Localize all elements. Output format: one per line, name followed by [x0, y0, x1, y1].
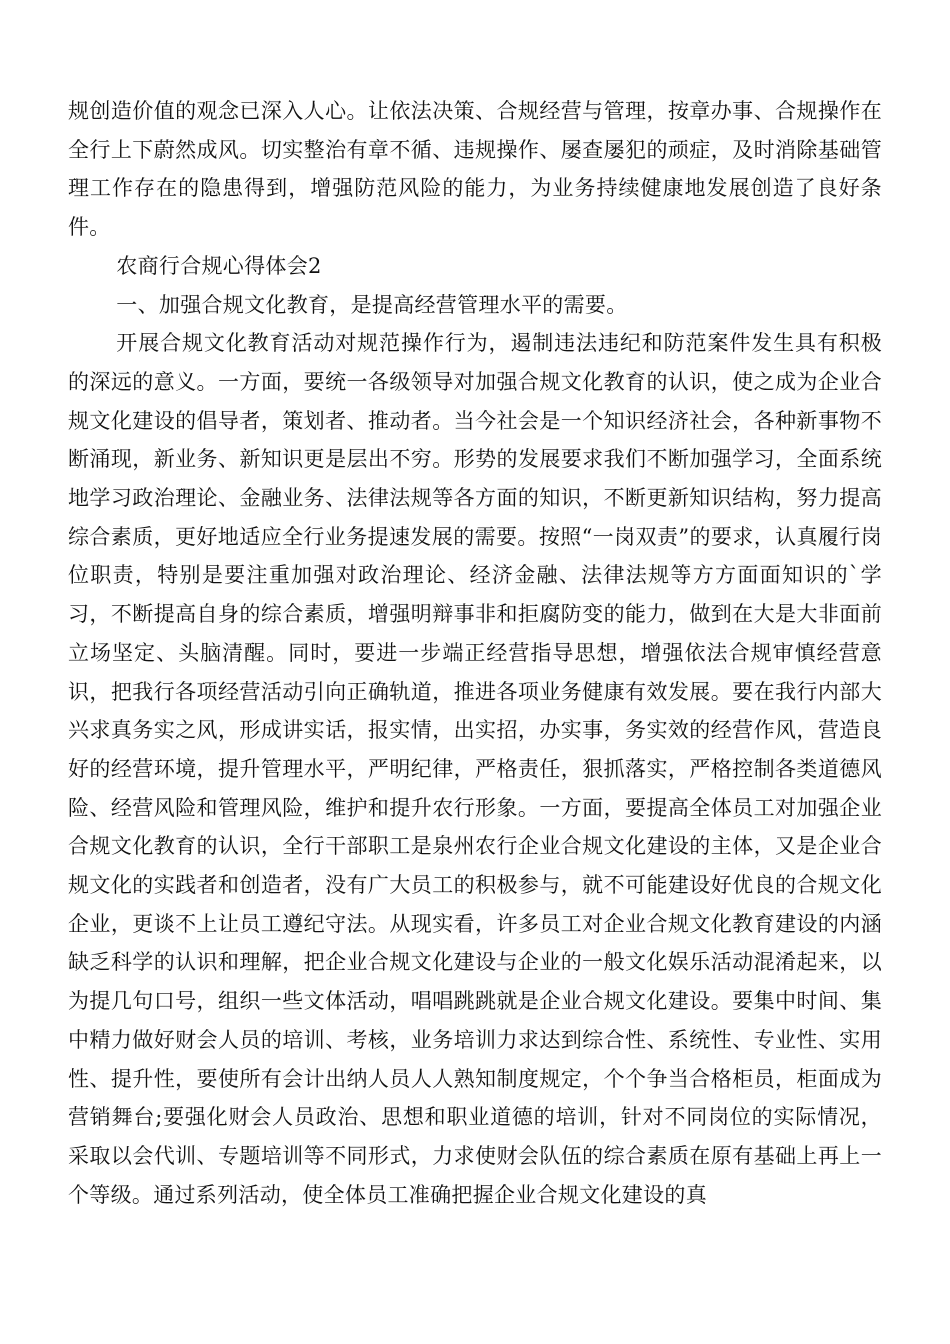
- paragraph-body: 开展合规文化教育活动对规范操作行为，遏制违法违纪和防范案件发生具有积极的深远的意义。一方面，要统一各级领导对加强合规文化教育的认识，使之成为企业合规文化建设的倡导者，策划者、推动者。当今社会是一个知识经济社会，各种新事物不断涌现，新业务、新知识更是层出不穷。形势的发展要求我们不断加强学习，全面系统地学习政治理论、金融业务、法律法规等各方面的知识，不断更新知识结构，努力提高综合素质，更好地适应全行业务提速发展的需要。按照“一岗双责”的要求，认真履行岗位职责，特别是要注重加强对政治理论、经济金融、法律法规等方方面面知识的`学习，不断提高自身的综合素质，增强明辩事非和拒腐防变的能力，做到在大是大非面前立场坚定、头脑清醒。同时，要进一步端正经营指导思想，增强依法合规审慎经营意识，把我行各项经营活动引向正确轨道，推进各项业务健康有效发展。要在我行内部大兴求真务实之风，形成讲实话，报实情，出实招，办实事，务实效的经营作风，营造良好的经营环境，提升管理水平，严明纪律，严格责任，狠抓落实，严格控制各类道德风险、经营风险和管理风险，维护和提升农行形象。一方面，要提高全体员工对加强企业合规文化教育的认识，全行干部职工是泉州农行企业合规文化建设的主体，又是企业合规文化的实践者和创造者，没有广大员工的积极参与，就不可能建设好优良的合规文化企业，更谈不上让员工遵纪守法。从现实看，许多员工对企业合规文化教育建设的内涵缺乏科学的认识和理解，把企业合规文化建设与企业的一般文化娱乐活动混淆起来，以为提几句口号，组织一些文体活动，唱唱跳跳就是企业合规文化建设。要集中时间、集中精力做好财会人员的培训、考核，业务培训力求达到综合性、系统性、专业性、实用性、提升性，要使所有会计出纳人员人人熟知制度规定，个个争当合格柜员，柜面成为营销舞台;要强化财会人员政治、思想和职业道德的培训，针对不同岗位的实际情况，采取以会代训、专题培训等不同形式，力求使财会队伍的综合素质在原有基础上再上一个等级。通过系列活动，使全体员工准确把握企业合规文化建设的真: [68, 331, 882, 1207]
- section-title: 农商行合规心得体会2: [116, 253, 322, 278]
- paragraph-continuation: 规创造价值的观念已深入人心。让依法决策、合规经营与管理，按章办事、合规操作在全行上下蔚然成风。切实整治有章不循、违规操作、屡查屡犯的顽症，及时消除基础管理工作存在的隐患得到，增强防范风险的能力，为业务持续健康地发展创造了良好条件。: [68, 99, 882, 240]
- document-body: [68, 92, 882, 1214]
- section-heading: 一、加强合规文化教育，是提高经营管理水平的需要。: [116, 292, 628, 317]
